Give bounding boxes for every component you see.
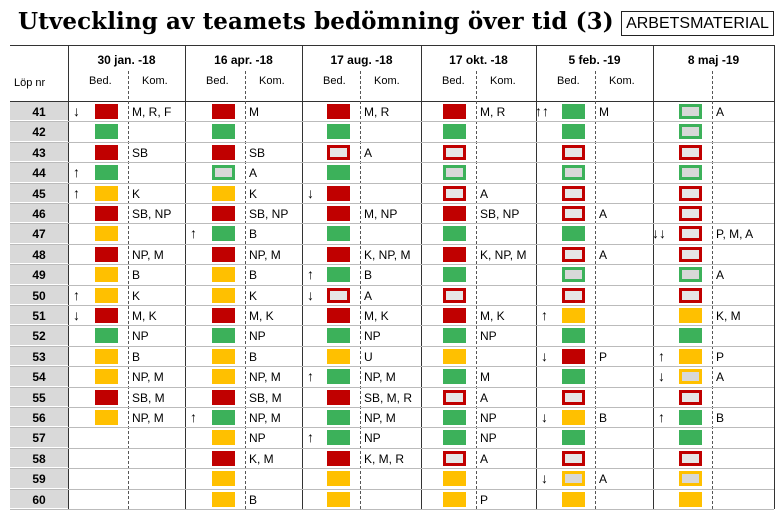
comment-text: NP, M — [132, 411, 164, 425]
green-outline-rating-square — [679, 124, 702, 139]
comment-text: NP, M — [249, 411, 281, 425]
comment-text: A — [249, 166, 258, 181]
comment-text: SB — [249, 145, 266, 160]
row-separator — [10, 407, 774, 408]
row-separator — [10, 325, 774, 326]
comment-text: NP — [249, 329, 266, 344]
grid-divider — [712, 71, 713, 509]
yellow-rating-square — [679, 492, 702, 507]
arrow-up-icon: ↑ — [658, 409, 665, 425]
red-outline-rating-square — [679, 206, 702, 221]
green-rating-square — [327, 430, 350, 445]
grid-line — [10, 101, 774, 102]
grid-divider — [595, 71, 596, 509]
green-rating-square — [212, 226, 235, 241]
green-rating-square — [327, 369, 350, 384]
yellow-rating-square — [95, 226, 118, 241]
grid-line — [68, 45, 69, 509]
row-number: 54 — [32, 370, 46, 385]
comment-text: U — [364, 349, 373, 364]
red-rating-square — [212, 451, 235, 466]
row-number: 48 — [32, 247, 46, 262]
comment-text: P — [480, 492, 489, 507]
grid-line — [421, 45, 422, 509]
arrow-up-icon: ↑ — [541, 307, 548, 323]
row-separator — [10, 244, 774, 245]
yellow-rating-square — [212, 267, 235, 282]
page-title: Utveckling av teamets bedömning över tid (3) — [18, 8, 614, 35]
comment-text: NP — [249, 431, 266, 446]
grid-line — [185, 45, 186, 509]
red-outline-rating-square — [327, 145, 350, 160]
comment-text: A — [364, 288, 373, 303]
red-rating-square — [212, 145, 235, 160]
red-outline-rating-square — [443, 451, 466, 466]
comment-text: NP, M — [132, 247, 164, 262]
row-separator — [10, 142, 774, 143]
yellow-rating-square — [679, 349, 702, 364]
bed-header: Bed. — [89, 75, 112, 87]
green-rating-square — [95, 124, 118, 139]
red-rating-square — [212, 206, 235, 221]
row-separator — [10, 468, 774, 469]
row-number: 45 — [32, 186, 46, 201]
yellow-rating-square — [95, 267, 118, 282]
green-rating-square — [562, 328, 585, 343]
row-number: 41 — [32, 105, 46, 119]
comment-text: P — [716, 349, 725, 364]
red-outline-rating-square — [443, 145, 466, 160]
row-separator — [10, 183, 774, 184]
comment-text: B — [132, 268, 141, 283]
green-rating-square — [562, 226, 585, 241]
comment-text: SB, NP — [249, 207, 289, 221]
comment-text: A — [599, 472, 608, 487]
working-material-badge: ARBETSMATERIAL — [621, 11, 774, 36]
green-rating-square — [443, 430, 466, 445]
red-outline-rating-square — [562, 390, 585, 405]
comment-text: K, M — [249, 451, 274, 466]
row-separator — [10, 162, 774, 163]
red-rating-square — [327, 104, 350, 119]
row-separator — [10, 305, 774, 306]
green-rating-square — [327, 165, 350, 180]
red-rating-square — [327, 186, 350, 201]
green-outline-rating-square — [443, 165, 466, 180]
green-rating-square — [562, 430, 585, 445]
arrow-up-icon: ↑ — [658, 347, 665, 364]
arrow-up-icon: ↑ — [73, 184, 80, 201]
bed-header: Bed. — [557, 75, 580, 87]
row-number: 47 — [32, 227, 46, 242]
arrow-down-icon: ↓ — [307, 286, 314, 303]
green-rating-square — [327, 226, 350, 241]
green-outline-rating-square — [679, 165, 702, 180]
comment-text: NP — [364, 431, 381, 446]
yellow-outline-rating-square — [679, 369, 702, 384]
comment-text: NP, M — [364, 370, 396, 385]
row-separator — [10, 509, 774, 510]
comment-text: M — [480, 370, 490, 385]
red-rating-square — [212, 308, 235, 323]
grid-line — [302, 45, 303, 509]
yellow-rating-square — [95, 349, 118, 364]
row-number: 51 — [32, 309, 46, 323]
kom-header: Kom. — [490, 75, 516, 87]
green-rating-square — [443, 124, 466, 139]
red-outline-rating-square — [562, 206, 585, 221]
red-rating-square — [327, 390, 350, 405]
comment-text: A — [716, 370, 725, 385]
green-rating-square — [95, 328, 118, 343]
grid-line — [10, 45, 774, 46]
row-number-header: Löp nr — [14, 77, 46, 89]
arrow-up-icon: ↑ — [73, 286, 80, 303]
comment-text: B — [132, 349, 141, 364]
row-separator — [10, 223, 774, 224]
comment-text: K — [132, 288, 141, 303]
comment-text: NP — [480, 431, 497, 446]
red-outline-rating-square — [679, 288, 702, 303]
green-rating-square — [679, 430, 702, 445]
red-rating-square — [95, 104, 118, 119]
grid-line — [774, 45, 775, 509]
comment-text: NP, M — [249, 247, 281, 262]
green-outline-rating-square — [562, 165, 585, 180]
comment-text: B — [364, 268, 373, 283]
red-outline-rating-square — [679, 390, 702, 405]
row-separator — [10, 448, 774, 449]
comment-text: M, NP — [364, 207, 398, 221]
date-header: 5 feb. -19 — [568, 53, 621, 67]
comment-text: P, M, A — [716, 227, 754, 242]
comment-text: NP — [480, 329, 497, 344]
kom-header: Kom. — [609, 75, 635, 87]
green-rating-square — [443, 267, 466, 282]
comment-text: A — [599, 247, 608, 262]
bed-header: Bed. — [206, 75, 229, 87]
comment-text: M, K — [480, 309, 505, 323]
date-header: 8 maj -19 — [687, 53, 740, 67]
red-rating-square — [562, 349, 585, 364]
yellow-rating-square — [327, 349, 350, 364]
double-arrow-down-icon: ↓↓ — [652, 225, 666, 242]
yellow-rating-square — [562, 492, 585, 507]
row-number: 52 — [32, 329, 46, 344]
arrow-up-icon: ↑ — [190, 225, 197, 242]
green-rating-square — [327, 410, 350, 425]
red-rating-square — [95, 206, 118, 221]
yellow-rating-square — [443, 492, 466, 507]
comment-text: K, NP, M — [480, 247, 527, 262]
row-separator — [10, 489, 774, 490]
row-number: 56 — [32, 411, 46, 425]
red-outline-rating-square — [562, 451, 585, 466]
comment-text: A — [480, 186, 489, 201]
row-separator — [10, 203, 774, 204]
red-outline-rating-square — [679, 247, 702, 262]
red-outline-rating-square — [679, 226, 702, 241]
date-header: 17 okt. -18 — [449, 53, 508, 67]
red-outline-rating-square — [679, 451, 702, 466]
comment-text: M — [249, 105, 259, 119]
comment-text: B — [249, 349, 258, 364]
red-rating-square — [443, 206, 466, 221]
arrow-down-icon: ↓ — [541, 470, 548, 487]
row-separator — [10, 387, 774, 388]
row-separator — [10, 346, 774, 347]
yellow-rating-square — [95, 186, 118, 201]
green-rating-square — [443, 410, 466, 425]
yellow-rating-square — [562, 410, 585, 425]
yellow-rating-square — [212, 288, 235, 303]
yellow-rating-square — [212, 186, 235, 201]
row-number: 50 — [32, 288, 46, 303]
comment-text: SB, NP — [480, 207, 520, 221]
row-number: 59 — [32, 472, 46, 487]
arrow-down-icon: ↓ — [307, 184, 314, 201]
red-rating-square — [95, 308, 118, 323]
row-number: 60 — [32, 492, 46, 507]
green-outline-rating-square — [562, 267, 585, 282]
row-number: 58 — [32, 451, 46, 466]
yellow-rating-square — [212, 492, 235, 507]
comment-text: NP — [480, 411, 497, 425]
grid-divider — [245, 71, 246, 509]
comment-text: K — [249, 186, 258, 201]
red-rating-square — [327, 308, 350, 323]
yellow-rating-square — [562, 308, 585, 323]
red-outline-rating-square — [679, 145, 702, 160]
red-rating-square — [212, 104, 235, 119]
kom-header: Kom. — [374, 75, 400, 87]
yellow-rating-square — [95, 369, 118, 384]
green-rating-square — [212, 124, 235, 139]
red-outline-rating-square — [443, 288, 466, 303]
red-rating-square — [443, 247, 466, 262]
bed-header: Bed. — [442, 75, 465, 87]
green-outline-rating-square — [212, 165, 235, 180]
green-rating-square — [443, 226, 466, 241]
arrow-up-icon: ↑ — [307, 368, 314, 385]
kom-header: Kom. — [259, 75, 285, 87]
grid-line — [653, 45, 654, 509]
comment-text: A — [716, 268, 725, 283]
row-separator — [10, 427, 774, 428]
row-number: 49 — [32, 268, 46, 283]
comment-text: SB, M — [132, 390, 165, 405]
yellow-rating-square — [212, 471, 235, 486]
comment-text: B — [249, 268, 258, 283]
comment-text: NP, M — [132, 370, 164, 385]
comment-text: NP, M — [364, 411, 396, 425]
grid-divider — [128, 71, 129, 509]
comment-text: A — [716, 105, 725, 119]
grid-divider — [476, 71, 477, 509]
row-number: 55 — [32, 390, 46, 405]
comment-text: A — [364, 145, 373, 160]
date-header: 17 aug. -18 — [330, 53, 393, 67]
arrow-down-icon: ↓ — [658, 368, 665, 385]
red-outline-rating-square — [562, 145, 585, 160]
comment-text: A — [599, 207, 608, 221]
comment-text: NP — [364, 329, 381, 344]
comment-text: M, K — [132, 309, 157, 323]
comment-text: K, M — [716, 309, 741, 323]
green-rating-square — [95, 165, 118, 180]
comment-text: K, M, R — [364, 451, 405, 466]
double-arrow-up-icon: ↑↑ — [535, 103, 549, 119]
row-number: 42 — [32, 125, 46, 140]
comment-text: SB, NP — [132, 207, 172, 221]
green-rating-square — [212, 328, 235, 343]
arrow-down-icon: ↓ — [73, 307, 80, 323]
comment-text: B — [599, 411, 608, 425]
red-outline-rating-square — [443, 186, 466, 201]
red-rating-square — [95, 390, 118, 405]
comment-text: K, NP, M — [364, 247, 411, 262]
green-rating-square — [327, 267, 350, 282]
red-rating-square — [443, 104, 466, 119]
comment-text: M — [599, 105, 609, 119]
date-header: 30 jan. -18 — [97, 53, 156, 67]
yellow-rating-square — [95, 288, 118, 303]
comment-text: M, R, F — [132, 105, 172, 119]
green-rating-square — [562, 104, 585, 119]
arrow-down-icon: ↓ — [541, 409, 548, 425]
row-number: 44 — [32, 166, 46, 181]
arrow-up-icon: ↑ — [307, 266, 314, 283]
row-number: 53 — [32, 349, 46, 364]
row-separator — [10, 121, 774, 122]
red-rating-square — [95, 247, 118, 262]
comment-text: SB — [132, 145, 149, 160]
green-outline-rating-square — [679, 104, 702, 119]
arrow-up-icon: ↑ — [307, 429, 314, 446]
red-rating-square — [327, 247, 350, 262]
comment-text: B — [249, 492, 258, 507]
comment-text: SB, M — [249, 390, 282, 405]
red-rating-square — [327, 206, 350, 221]
comment-text: P — [599, 349, 608, 364]
green-rating-square — [212, 410, 235, 425]
arrow-up-icon: ↑ — [190, 409, 197, 425]
green-rating-square — [562, 369, 585, 384]
row-number: 46 — [32, 207, 46, 221]
green-rating-square — [679, 328, 702, 343]
row-separator — [10, 285, 774, 286]
arrow-down-icon: ↓ — [541, 347, 548, 364]
green-rating-square — [679, 410, 702, 425]
green-rating-square — [562, 124, 585, 139]
yellow-rating-square — [679, 308, 702, 323]
comment-text: K — [249, 288, 258, 303]
arrow-down-icon: ↓ — [73, 103, 80, 119]
kom-header: Kom. — [142, 75, 168, 87]
red-rating-square — [95, 145, 118, 160]
red-outline-rating-square — [562, 247, 585, 262]
yellow-outline-rating-square — [679, 471, 702, 486]
yellow-rating-square — [443, 349, 466, 364]
row-number: 57 — [32, 431, 46, 446]
yellow-rating-square — [327, 492, 350, 507]
comment-text: A — [480, 390, 489, 405]
yellow-rating-square — [327, 471, 350, 486]
arrow-up-icon: ↑ — [73, 164, 80, 181]
red-outline-rating-square — [679, 186, 702, 201]
comment-text: B — [249, 227, 258, 242]
comment-text: A — [480, 451, 489, 466]
green-rating-square — [443, 328, 466, 343]
comment-text: NP, M — [249, 370, 281, 385]
comment-text: NP — [132, 329, 149, 344]
row-separator — [10, 366, 774, 367]
comment-text: M, R — [364, 105, 390, 119]
comment-text: M, K — [249, 309, 274, 323]
grid-divider — [360, 71, 361, 509]
yellow-rating-square — [443, 471, 466, 486]
yellow-outline-rating-square — [562, 471, 585, 486]
yellow-rating-square — [212, 369, 235, 384]
row-number: 43 — [32, 145, 46, 160]
red-rating-square — [327, 451, 350, 466]
date-header: 16 apr. -18 — [214, 53, 273, 67]
comment-text: B — [716, 411, 725, 425]
yellow-rating-square — [95, 410, 118, 425]
row-separator — [10, 264, 774, 265]
comment-text: M, R — [480, 105, 506, 119]
green-rating-square — [443, 369, 466, 384]
green-rating-square — [327, 124, 350, 139]
comment-text: SB, M, R — [364, 390, 413, 405]
red-rating-square — [443, 308, 466, 323]
red-outline-rating-square — [443, 390, 466, 405]
red-outline-rating-square — [327, 288, 350, 303]
red-outline-rating-square — [562, 288, 585, 303]
red-rating-square — [212, 247, 235, 262]
comment-text: K — [132, 186, 141, 201]
red-rating-square — [212, 390, 235, 405]
red-outline-rating-square — [562, 186, 585, 201]
yellow-rating-square — [212, 349, 235, 364]
green-outline-rating-square — [679, 267, 702, 282]
yellow-rating-square — [212, 430, 235, 445]
green-rating-square — [327, 328, 350, 343]
comment-text: M, K — [364, 309, 389, 323]
bed-header: Bed. — [323, 75, 346, 87]
